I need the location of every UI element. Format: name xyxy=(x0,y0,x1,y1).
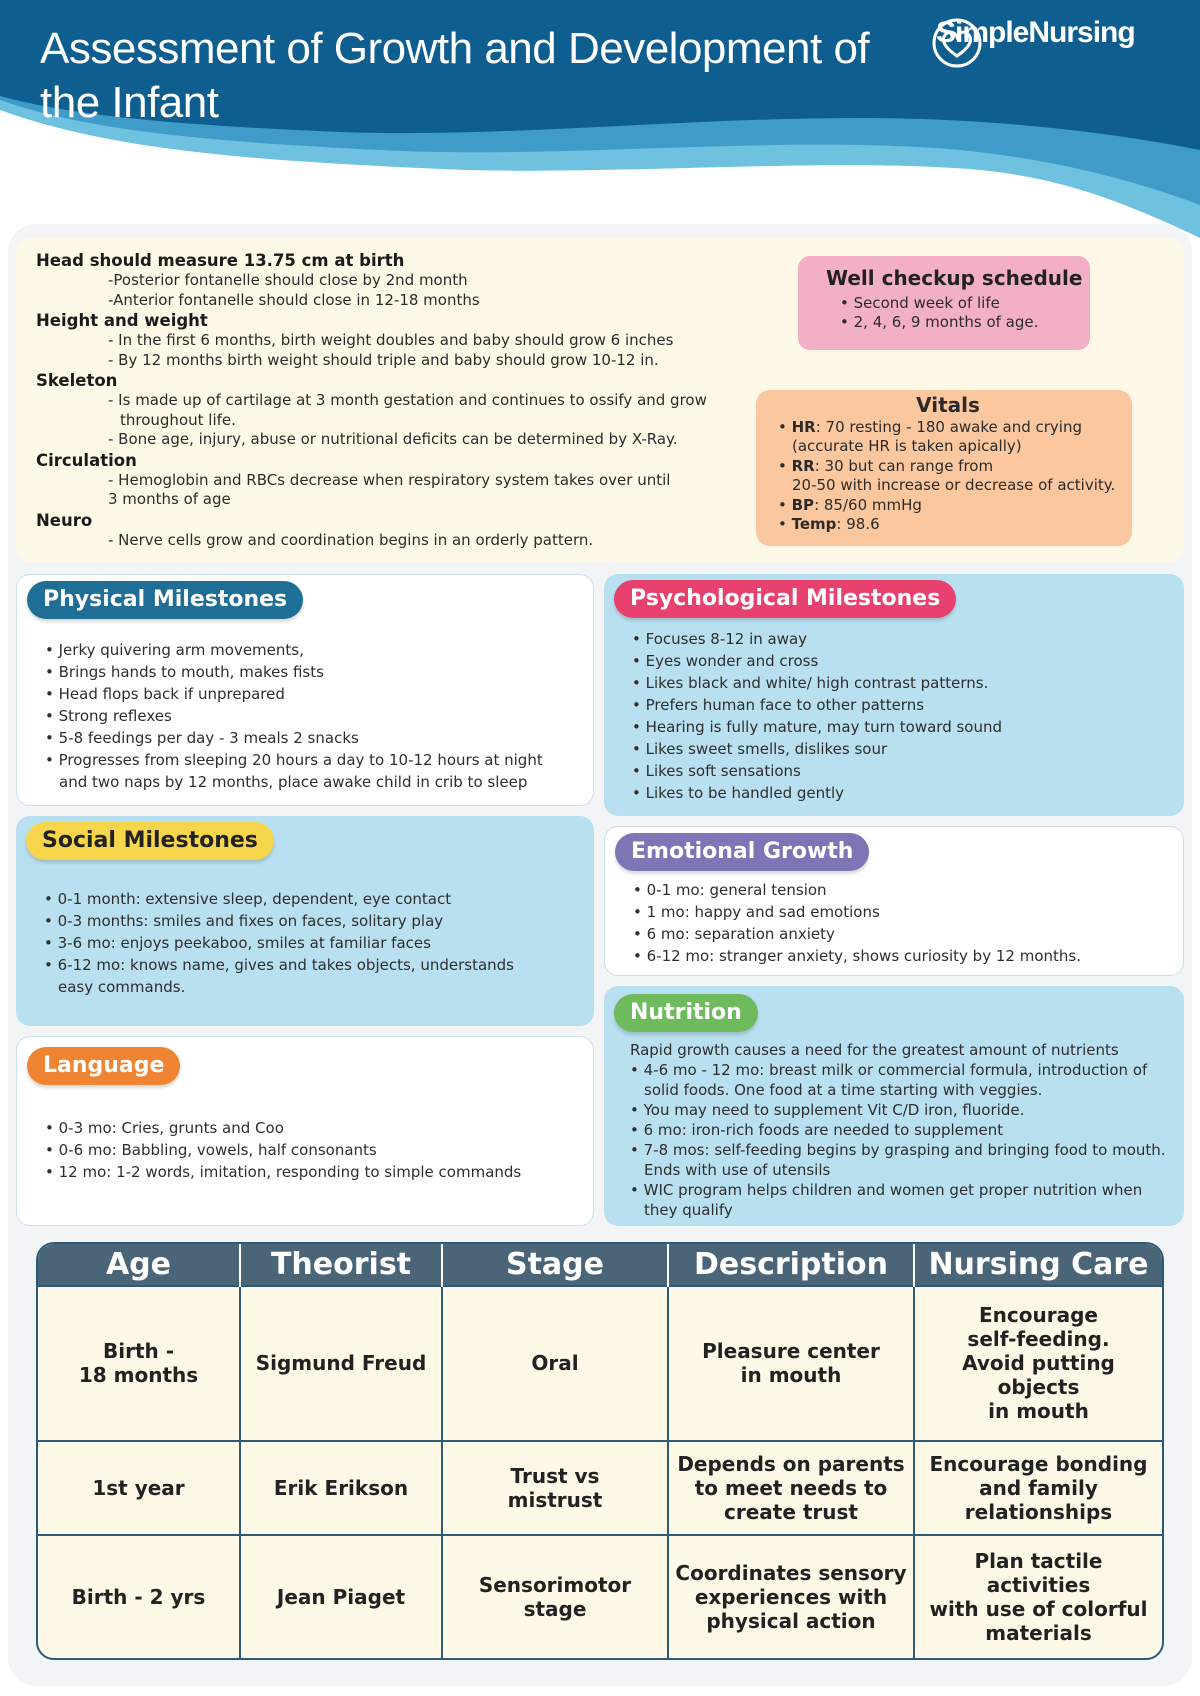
intro-line: - Hemoglobin and RBCs decrease when respiratory system takes over until xyxy=(108,470,671,489)
table-cell-description: Pleasure center in mouth xyxy=(668,1286,914,1441)
emotional-growth-title: Emotional Growth xyxy=(615,833,869,871)
vitals-hr: • HR: 70 resting - 180 awake and crying xyxy=(778,417,1082,436)
well-checkup-item: • 2, 4, 6, 9 months of age. xyxy=(840,313,1039,331)
vitals-box xyxy=(756,390,1132,546)
list-item: • Likes sweet smells, dislikes sour xyxy=(632,738,1172,760)
social-milestones-title: Social Milestones xyxy=(26,822,274,860)
table-row xyxy=(38,1286,1162,1441)
intro-line: - In the first 6 months, birth weight doubles and baby should grow 6 inches xyxy=(108,331,674,349)
vitals-heading: Vitals xyxy=(916,393,980,417)
intro-line: - By 12 months birth weight should triple and baby should grow 10-12 in. xyxy=(108,350,659,369)
social-milestones-card xyxy=(16,816,594,1026)
table-cell-theorist: Jean Piaget xyxy=(240,1535,442,1658)
table-cell-age: Birth - 2 yrs xyxy=(38,1535,240,1658)
list-item: • 0-1 mo: general tension xyxy=(633,879,1173,901)
column-header-description: Description xyxy=(668,1244,914,1286)
nutrition-title: Nutrition xyxy=(614,994,758,1032)
table-cell-description: Coordinates sensory experiences with physical action xyxy=(668,1535,914,1658)
list-item: • Prefers human face to other patterns xyxy=(632,694,1172,716)
nutrition-card xyxy=(604,986,1184,1226)
brand-logo xyxy=(930,16,1135,50)
psychological-milestones-list xyxy=(632,628,1172,804)
list-item: • 0-3 mo: Cries, grunts and Coo xyxy=(45,1117,585,1139)
list-item: • 12 mo: 1-2 words, imitation, responding to simple commands xyxy=(45,1161,585,1183)
list-item: • Likes soft sensations xyxy=(632,760,1172,782)
intro-line: - Nerve cells grow and coordination begins in an orderly pattern. xyxy=(108,530,594,549)
table-cell-stage: Oral xyxy=(442,1286,668,1441)
list-item: • 0-6 mo: Babbling, vowels, half consonants xyxy=(45,1139,585,1161)
list-item: • Likes black and white/ high contrast patterns. xyxy=(632,672,1172,694)
list-item: • Focuses 8-12 in away xyxy=(632,628,1172,650)
intro-line: throughout life. xyxy=(120,410,236,429)
table-cell-nursing-care: Plan tactile activities with use of colorful materials xyxy=(914,1535,1162,1658)
brand-name: SimpleNursing xyxy=(936,16,1135,49)
list-item: • Brings hands to mouth, makes fists xyxy=(45,661,575,683)
psychological-milestones-card xyxy=(604,574,1184,816)
physical-milestones-list xyxy=(45,639,575,793)
list-item: • Strong reflexes xyxy=(45,705,575,727)
list-item: • Jerky quivering arm movements, xyxy=(45,639,575,661)
table-cell-nursing-care: Encourage bonding and family relationships xyxy=(914,1441,1162,1535)
well-checkup-box xyxy=(798,256,1090,350)
language-card xyxy=(16,1036,594,1226)
intro-heading-height-weight: Height and weight xyxy=(36,311,208,330)
vitals-rr-note: 20-50 with increase or decrease of activity. xyxy=(792,476,1116,494)
well-checkup-heading: Well checkup schedule xyxy=(826,266,1083,290)
theorist-table xyxy=(36,1242,1164,1660)
intro-heading-head: Head should measure 13.75 cm at birth xyxy=(36,251,405,270)
table-row xyxy=(38,1535,1162,1658)
table-cell-theorist: Sigmund Freud xyxy=(240,1286,442,1441)
language-list xyxy=(45,1117,585,1183)
column-header-stage: Stage xyxy=(442,1244,668,1286)
psychological-milestones-title: Psychological Milestones xyxy=(614,580,956,618)
table-cell-nursing-care: Encourage self-feeding. Avoid putting objects in mouth xyxy=(914,1286,1162,1441)
table-cell-theorist: Erik Erikson xyxy=(240,1441,442,1535)
list-item: • 7-8 mos: self-feeding begins by grasping and bringing food to mouth. Ends with use of utensils xyxy=(630,1140,1176,1180)
nutrition-intro: Rapid growth causes a need for the greatest amount of nutrients xyxy=(630,1041,1119,1059)
column-header-age: Age xyxy=(38,1244,240,1286)
physical-milestones-title: Physical Milestones xyxy=(27,581,303,619)
well-checkup-item: • Second week of life xyxy=(840,294,1000,312)
intro-line: -Anterior fontanelle should close in 12-18 months xyxy=(108,290,480,309)
language-title: Language xyxy=(27,1047,180,1085)
table-cell-stage: Sensorimotor stage xyxy=(442,1535,668,1658)
list-item: • 6 mo: separation anxiety xyxy=(633,923,1173,945)
list-item: • 4-6 mo - 12 mo: breast milk or commercial formula, introduction of solid foods. One food at a time starting with veggies. xyxy=(630,1060,1176,1100)
list-item: • 5-8 feedings per day - 3 meals 2 snacks xyxy=(45,727,575,749)
intro-line: - Bone age, injury, abuse or nutritional deficits can be determined by X-Ray. xyxy=(108,430,678,448)
physical-milestones-card xyxy=(16,574,594,806)
list-item: • 6-12 mo: stranger anxiety, shows curiosity by 12 months. xyxy=(633,945,1173,967)
list-item: • Eyes wonder and cross xyxy=(632,650,1172,672)
intro-line: - Is made up of cartilage at 3 month gestation and continues to ossify and grow xyxy=(108,391,707,409)
list-item: • 6-12 mo: knows name, gives and takes objects, understands easy commands. xyxy=(44,954,544,998)
list-item: • WIC program helps children and women get proper nutrition when they qualify xyxy=(630,1180,1176,1220)
intro-heading-skeleton: Skeleton xyxy=(36,371,118,390)
intro-text xyxy=(36,250,736,550)
vitals-bp: • BP: 85/60 mmHg xyxy=(778,495,922,514)
intro-line: 3 months of age xyxy=(108,490,231,508)
vitals-hr-note: (accurate HR is taken apically) xyxy=(792,437,1022,455)
intro-heading-neuro: Neuro xyxy=(36,510,93,530)
list-item: • 6 mo: iron-rich foods are needed to supplement xyxy=(630,1120,1176,1140)
table-header-row xyxy=(38,1244,1162,1286)
list-item: • Head flops back if unprepared xyxy=(45,683,575,705)
list-item: • 3-6 mo: enjoys peekaboo, smiles at familiar faces xyxy=(44,932,544,954)
social-milestones-list xyxy=(44,888,544,998)
emotional-growth-card xyxy=(604,826,1184,976)
list-item: • Hearing is fully mature, may turn toward sound xyxy=(632,716,1172,738)
intro-heading-circulation: Circulation xyxy=(36,450,137,470)
emotional-growth-list xyxy=(633,879,1173,967)
table-cell-description: Depends on parents to meet needs to create trust xyxy=(668,1441,914,1535)
table-row xyxy=(38,1441,1162,1535)
list-item: • Progresses from sleeping 20 hours a day to 10-12 hours at night and two naps by 12 months, place awake child in crib to sleep xyxy=(45,749,575,793)
page-title: Assessment of Growth and Development of the Infant xyxy=(40,24,870,127)
table-cell-age: 1st year xyxy=(38,1441,240,1535)
list-item: • You may need to supplement Vit C/D iron, fluoride. xyxy=(630,1100,1176,1120)
vitals-rr: • RR: 30 but can range from xyxy=(778,456,994,475)
column-header-theorist: Theorist xyxy=(240,1244,442,1286)
list-item: • Likes to be handled gently xyxy=(632,782,1172,804)
list-item: • 0-1 month: extensive sleep, dependent, eye contact xyxy=(44,888,544,910)
vitals-temp: • Temp: 98.6 xyxy=(778,515,880,533)
list-item: • 1 mo: happy and sad emotions xyxy=(633,901,1173,923)
table-cell-age: Birth - 18 months xyxy=(38,1286,240,1441)
intro-line: -Posterior fontanelle should close by 2nd month xyxy=(108,271,468,289)
header-banner xyxy=(0,0,1200,240)
nutrition-list xyxy=(630,1040,1176,1220)
heart-stethoscope-icon xyxy=(930,16,984,70)
table-cell-stage: Trust vs mistrust xyxy=(442,1441,668,1535)
column-header-nursing-care: Nursing Care xyxy=(914,1244,1162,1286)
list-item: • 0-3 months: smiles and fixes on faces, solitary play xyxy=(44,910,544,932)
